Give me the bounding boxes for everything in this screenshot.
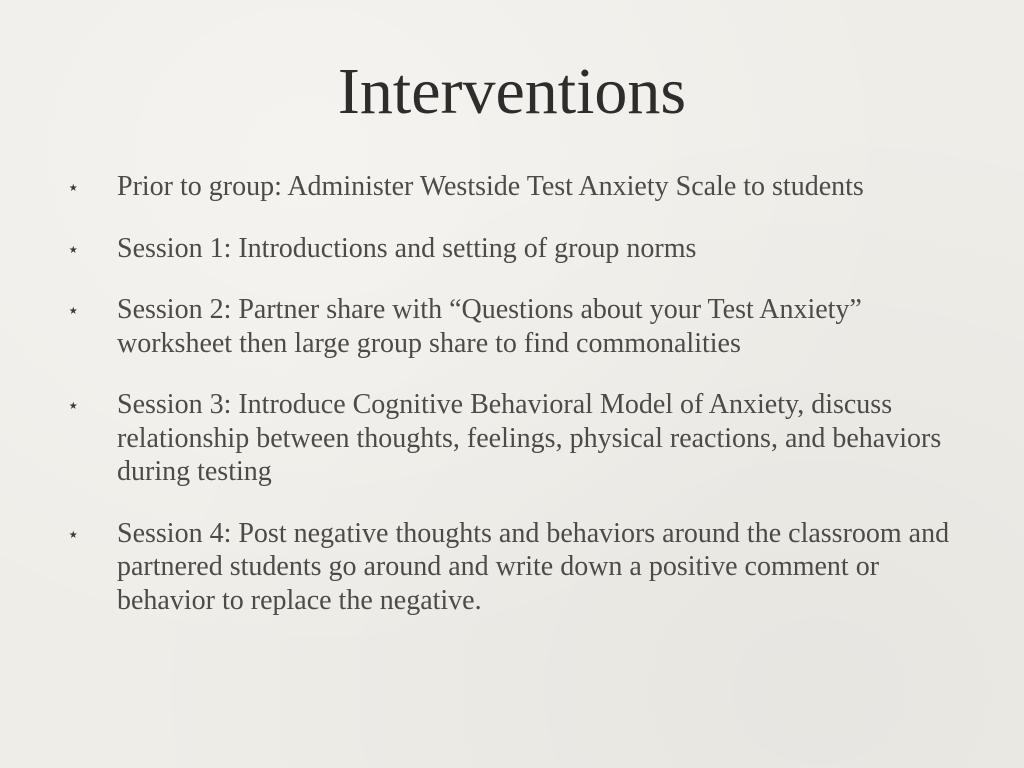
bullet-text: Prior to group: Administer Westside Test Anxiety Scale to students <box>117 171 864 202</box>
bullet-text: Session 3: Introduce Cognitive Behavioral Model of Anxiety, discuss relationship between thoughts, feelings, physical reactions, and behaviors during testing <box>117 389 942 487</box>
star-bullet-icon: ⋆ <box>67 521 80 546</box>
star-bullet-icon: ⋆ <box>67 298 80 322</box>
star-bullet-icon: ⋆ <box>67 236 80 261</box>
bullet-item <box>64 232 964 266</box>
star-bullet-icon: ⋆ <box>67 175 80 199</box>
bullet-item <box>64 517 964 618</box>
bullet-list <box>64 170 964 645</box>
bullet-item <box>64 388 964 489</box>
bullet-item <box>64 293 964 360</box>
bullet-text: Session 4: Post negative thoughts and behaviors around the classroom and partnered students go around and write down a positive comment or behavior to replace the negative. <box>117 517 950 616</box>
star-bullet-icon: ⋆ <box>67 393 80 417</box>
bullet-item <box>64 170 964 204</box>
bullet-text: Session 1: Introductions and setting of group norms <box>117 232 697 264</box>
slide-title: Interventions <box>337 55 687 128</box>
bullet-text: Session 2: Partner share with “Questions about your Test Anxiety” worksheet then large group share to find commonalities <box>117 294 862 359</box>
